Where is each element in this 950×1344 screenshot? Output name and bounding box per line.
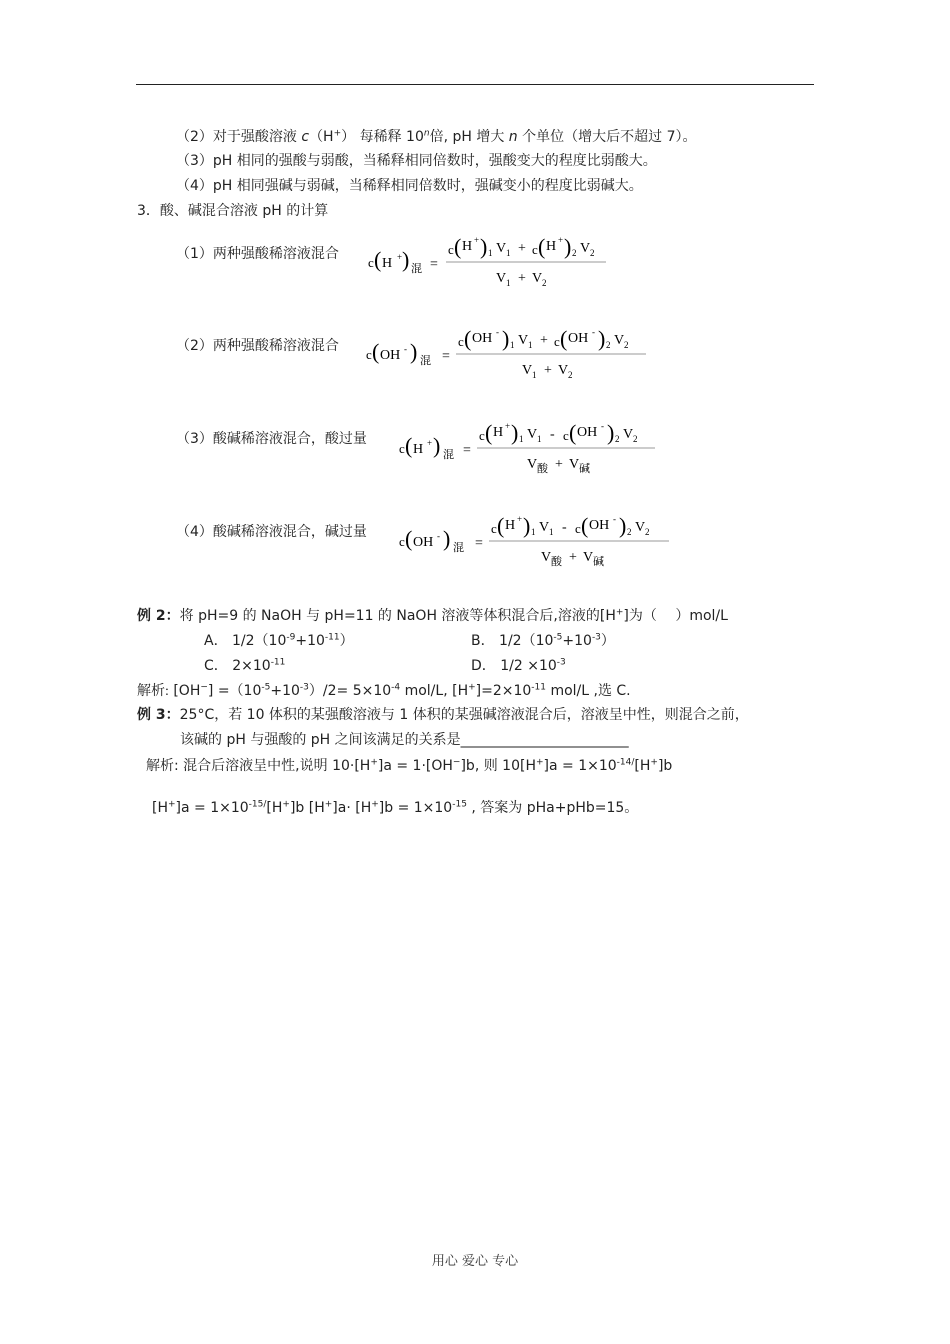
- svg-text:V: V: [614, 333, 625, 348]
- svg-text:OH: OH: [577, 425, 598, 440]
- svg-text:H: H: [493, 425, 504, 440]
- option-c: C． $2\times 10^{-11}$: [204, 657, 286, 674]
- svg-text:碱: 碱: [593, 556, 604, 568]
- option-b: B． $1/2(10^{-5}+10^{-3})$: [471, 632, 615, 649]
- svg-text:+: +: [517, 514, 523, 524]
- formula-2-svg: [364, 322, 654, 382]
- svg-text:2: 2: [627, 527, 632, 537]
- formula-2: [364, 322, 654, 382]
- svg-text:酸: 酸: [551, 556, 562, 568]
- svg-text:-: -: [496, 327, 499, 337]
- svg-text:1: 1: [531, 527, 536, 537]
- svg-text:c: c: [368, 255, 374, 270]
- svg-text:H: H: [546, 239, 557, 254]
- svg-text:V: V: [539, 520, 550, 535]
- svg-text:-: -: [592, 327, 595, 337]
- svg-text:V: V: [623, 427, 634, 442]
- svg-text:): ): [523, 513, 531, 538]
- svg-text:(: (: [372, 339, 380, 364]
- svg-text:1: 1: [510, 340, 515, 350]
- svg-text:c: c: [563, 428, 569, 443]
- svg-text:): ): [607, 420, 615, 445]
- rule-2-text: 个单位（增大后不超过 7）。: [517, 129, 697, 145]
- svg-text:2: 2: [624, 340, 629, 350]
- svg-text:2: 2: [568, 370, 573, 380]
- formula-3-svg: [397, 414, 667, 476]
- svg-text:V: V: [518, 333, 529, 348]
- svg-text:+: +: [518, 271, 526, 286]
- svg-text:=: =: [442, 349, 450, 364]
- formula-1-svg: [366, 230, 616, 290]
- example-3-question-line-2: 该碱的 pH 与强酸的 pH 之间该满足的关系是________________________: [180, 732, 629, 748]
- svg-text:c: c: [399, 534, 405, 549]
- rule-3: （3）pH 相同的强酸与弱酸，当稀释相同倍数时，强酸变大的程度比弱酸大。: [176, 153, 657, 169]
- svg-text:V: V: [635, 520, 646, 535]
- svg-text:c: c: [366, 347, 372, 362]
- svg-text:c: c: [575, 521, 581, 536]
- svg-text:=: =: [475, 536, 483, 551]
- example-3-analysis-line-1: 解析: 混合后溶液呈中性,说明 10·[H+]a = 1·[OH−]b, 则 $10[H^+]a = 1\times 10^{-14/}[H^+]b$: [146, 757, 673, 774]
- svg-text:H: H: [505, 518, 516, 533]
- svg-text:1: 1: [506, 278, 511, 288]
- svg-text:1: 1: [519, 434, 524, 444]
- svg-text:=: =: [430, 257, 438, 272]
- svg-text:2: 2: [606, 340, 611, 350]
- svg-text:1: 1: [532, 370, 537, 380]
- svg-text:c: c: [448, 242, 454, 257]
- page-footer: 用心 爱心 专心: [431, 1254, 519, 1269]
- svg-text:+: +: [474, 235, 480, 245]
- rule-2-text: （H: [309, 129, 334, 145]
- svg-text:(: (: [560, 326, 568, 351]
- svg-text:混: 混: [453, 542, 464, 554]
- svg-text:V: V: [496, 241, 507, 256]
- svg-text:c: c: [532, 242, 538, 257]
- svg-text:V: V: [496, 271, 507, 286]
- example-2-question: 例 2：将 pH=9 的 NaOH 与 pH=11 的 NaOH 溶液等体积混合后,溶液的[H+]为（ ）mol/L: [137, 607, 728, 624]
- svg-text:(: (: [464, 326, 472, 351]
- section-3-heading: 3．酸、碱混合溶液 pH 的计算: [137, 203, 329, 219]
- svg-text:): ): [619, 513, 627, 538]
- svg-text:2: 2: [633, 434, 638, 444]
- svg-text:1: 1: [528, 340, 533, 350]
- svg-text:): ): [402, 247, 410, 272]
- svg-text:酸: 酸: [537, 463, 548, 475]
- svg-text:+: +: [518, 241, 526, 256]
- header-rule: [136, 84, 814, 85]
- svg-text:碱: 碱: [579, 463, 590, 475]
- svg-text:OH: OH: [568, 331, 589, 346]
- svg-text:OH: OH: [380, 348, 401, 363]
- rule-2-text: （2）对于强酸溶液: [176, 129, 302, 145]
- svg-text:V: V: [580, 241, 591, 256]
- svg-text:): ): [598, 326, 606, 351]
- svg-text:(: (: [581, 513, 589, 538]
- svg-text:1: 1: [506, 248, 511, 258]
- svg-text:2: 2: [572, 248, 577, 258]
- svg-text:2: 2: [645, 527, 650, 537]
- svg-text:OH: OH: [413, 535, 434, 550]
- svg-text:混: 混: [420, 355, 431, 367]
- rule-2: （2）对于强酸溶液 c（H+） 每稀释 10$^n$倍, pH 增大 n 个单位（增大后不超过 7）。: [176, 128, 697, 145]
- svg-text:(: (: [538, 234, 546, 259]
- svg-text:2: 2: [590, 248, 595, 258]
- svg-text:V: V: [527, 457, 538, 472]
- svg-text:混: 混: [443, 449, 454, 461]
- svg-text:1: 1: [537, 434, 542, 444]
- svg-text:混: 混: [411, 263, 422, 275]
- svg-text:1: 1: [488, 248, 493, 258]
- svg-text:c: c: [458, 334, 464, 349]
- example-3-analysis-line-2: $[H^+]a = 1\times 10^{-15/}[H^+]b$ $[H^+]a\cdot [H^+]b = 1\times 10^{-15}$ , 答案为 pHa+pHb=15。: [152, 799, 639, 816]
- svg-text:+: +: [555, 457, 563, 472]
- svg-text:-: -: [601, 421, 604, 431]
- example-3-label: 例 3：: [137, 707, 180, 723]
- rule-2-text: 倍, pH 增大: [429, 129, 509, 145]
- formula-1: [366, 230, 616, 290]
- svg-text:V: V: [541, 550, 552, 565]
- svg-text:(: (: [405, 433, 413, 458]
- option-a: A． $1/2(10^{-9}+10^{-11})$: [204, 632, 354, 649]
- svg-text:H: H: [462, 239, 473, 254]
- svg-text:+: +: [505, 421, 511, 431]
- svg-text:(: (: [454, 234, 462, 259]
- example-2-analysis: 解析: $[OH^-] =(10^{-5}+10^{-3})/2= 5\times 10^{-4}$ mol/L, $[H^+]=2\times 10^{-11}$ mol/L ,选 C.: [137, 682, 631, 699]
- svg-text:H: H: [413, 442, 424, 457]
- rule-4: （4）pH 相同强碱与弱碱，当稀释相同倍数时，强碱变小的程度比弱碱大。: [176, 178, 643, 194]
- formula-1-label: （1）两种强酸稀溶液混合: [176, 246, 339, 262]
- svg-text:1: 1: [549, 527, 554, 537]
- svg-text:): ): [502, 326, 510, 351]
- svg-text:(: (: [405, 526, 413, 551]
- svg-text:+: +: [427, 438, 433, 448]
- svg-text:): ): [511, 420, 519, 445]
- formula-3-label: （3）酸碱稀溶液混合，酸过量: [176, 431, 367, 447]
- svg-text:2: 2: [542, 278, 547, 288]
- svg-text:): ): [433, 433, 441, 458]
- svg-text:(: (: [374, 247, 382, 272]
- svg-text:c: c: [491, 521, 497, 536]
- svg-text:+: +: [569, 550, 577, 565]
- svg-text:): ): [443, 526, 451, 551]
- formula-3: [397, 414, 667, 476]
- svg-text:+: +: [558, 235, 564, 245]
- rule-2-var: c: [301, 129, 310, 145]
- svg-text:=: =: [463, 443, 471, 458]
- rule-2-n: n: [508, 129, 518, 145]
- svg-text:(: (: [497, 513, 505, 538]
- svg-text:-: -: [404, 344, 407, 354]
- svg-text:H: H: [382, 256, 393, 271]
- formula-4: [397, 507, 682, 569]
- example-2-label: 例 2：: [137, 608, 180, 624]
- svg-text:OH: OH: [589, 518, 610, 533]
- svg-text:-: -: [437, 531, 440, 541]
- svg-text:): ): [480, 234, 488, 259]
- option-d: D． $1/2 \times 10^{-3}$: [471, 657, 566, 674]
- svg-text:-: -: [613, 514, 616, 524]
- svg-text:OH: OH: [472, 331, 493, 346]
- rule-2-exp: n: [423, 128, 430, 139]
- svg-text:-: -: [550, 427, 555, 442]
- svg-text:(: (: [569, 420, 577, 445]
- formula-4-label: （4）酸碱稀溶液混合，碱过量: [176, 524, 367, 540]
- svg-text:c: c: [554, 334, 560, 349]
- rule-2-text: ） 每稀释 10: [341, 129, 424, 145]
- analysis-label: 解析:: [137, 684, 169, 699]
- svg-text:): ): [564, 234, 572, 259]
- svg-text:-: -: [562, 520, 567, 535]
- svg-text:V: V: [532, 271, 543, 286]
- svg-text:(: (: [485, 420, 493, 445]
- formula-4-svg: [397, 507, 682, 569]
- svg-text:c: c: [479, 428, 485, 443]
- svg-text:V: V: [569, 457, 580, 472]
- svg-text:2: 2: [615, 434, 620, 444]
- svg-text:): ): [410, 339, 418, 364]
- svg-text:V: V: [558, 363, 569, 378]
- svg-text:+: +: [397, 252, 403, 262]
- svg-text:V: V: [527, 427, 538, 442]
- svg-text:+: +: [540, 333, 548, 348]
- formula-2-label: （2）两种强酸稀溶液混合: [176, 338, 339, 354]
- svg-text:V: V: [522, 363, 533, 378]
- svg-text:c: c: [399, 441, 405, 456]
- example-3-question-line-1: 例 3：25°C，若 10 体积的某强酸溶液与 1 体积的某强碱溶液混合后，溶液呈中性，则混合之前，: [137, 707, 749, 723]
- svg-text:+: +: [544, 363, 552, 378]
- svg-text:V: V: [583, 550, 594, 565]
